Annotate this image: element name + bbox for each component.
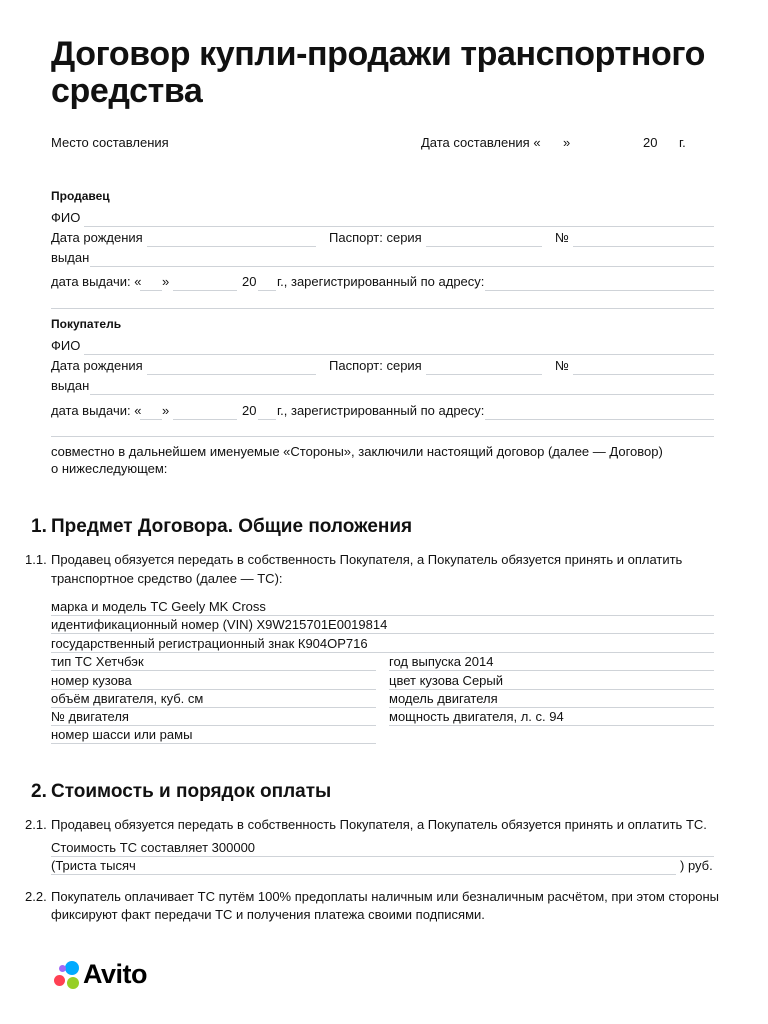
vehicle-make-model: марка и модель ТС Geely MK Cross: [51, 599, 266, 614]
avito-logo: [51, 958, 171, 990]
buyer-address-label: г., зарегистрированный по адресу:: [277, 403, 485, 418]
buyer-address-line-2: [51, 436, 714, 437]
vehicle-year: год выпуска 2014: [389, 654, 494, 669]
seller-passport-line: [426, 246, 542, 247]
place-label: Место составления: [51, 135, 169, 150]
buyer-issued-line: [90, 394, 714, 395]
seller-issued-label: выдан: [51, 250, 90, 265]
date-label: Дата составления «: [421, 135, 541, 150]
clause-1-1-line-2: транспортное средство (далее — ТС):: [51, 571, 283, 586]
document-title-line-1: Договор купли-продажи транспортного: [51, 35, 706, 73]
section-2-number: 2.: [31, 781, 47, 802]
seller-heading: Продавец: [51, 189, 110, 203]
buyer-passport-line: [426, 374, 542, 375]
date-close-quote: »: [563, 135, 571, 150]
seller-issue-year-line: [258, 290, 276, 291]
intro-line-2: о нижеследующем:: [51, 461, 168, 476]
price-words-line: [51, 874, 676, 875]
vehicle-type: тип ТС Хетчбэк: [51, 654, 144, 669]
buyer-number-line: [573, 374, 714, 375]
vehicle-body-color-line: [389, 689, 714, 690]
buyer-issue-date-label: дата выдачи: «: [51, 403, 142, 418]
buyer-birth-label: Дата рождения: [51, 358, 143, 373]
section-2-title: Стоимость и порядок оплаты: [51, 781, 332, 802]
vehicle-type-line: [51, 670, 376, 671]
seller-birth-line: [147, 246, 316, 247]
seller-issue-month-line: [173, 290, 237, 291]
seller-address-line: [485, 290, 714, 291]
vehicle-engine-volume-line: [51, 707, 376, 708]
clause-2-1-text: Продавец обязуется передать в собственность Покупателя, а Покупатель обязуется принять и оплатить ТС.: [51, 817, 707, 832]
seller-issued-line: [90, 266, 714, 267]
vehicle-engine-volume: объём двигателя, куб. см: [51, 691, 204, 706]
price-words-close: ) руб.: [680, 858, 713, 873]
vehicle-engine-number: № двигателя: [51, 709, 129, 724]
clause-2-1-number: 2.1.: [25, 817, 47, 832]
clause-2-2-line-1: Покупатель оплачивает ТС путём 100% предоплаты наличным или безналичным расчётом, при этом стороны: [51, 889, 719, 904]
document-title: [51, 36, 741, 110]
section-1-number: 1.: [31, 516, 47, 537]
vehicle-body-number-line: [51, 689, 376, 690]
buyer-issue-year-line: [258, 419, 276, 420]
vehicle-year-line: [389, 670, 714, 671]
logo-dot-red: [54, 975, 65, 986]
vehicle-engine-power-line: [389, 725, 714, 726]
vehicle-engine-number-line: [51, 725, 376, 726]
clause-1-1-line-1: Продавец обязуется передать в собственность Покупателя, а Покупатель обязуется принять и оплатить: [51, 552, 683, 567]
seller-address-label: г., зарегистрированный по адресу:: [277, 274, 485, 289]
seller-passport-label: Паспорт: серия: [329, 230, 422, 245]
price-words-open: (Триста тысяч: [51, 858, 136, 873]
document-title-line-2: средства: [51, 72, 203, 110]
clause-2-2-line-2: фиксируют факт передачи ТС и получения платежа своими подписями.: [51, 907, 485, 922]
logo-dot-purple: [59, 965, 66, 972]
vehicle-vin: идентификационный номер (VIN) X9W215701E0019814: [51, 617, 388, 632]
seller-number-line: [573, 246, 714, 247]
section-1-title: Предмет Договора. Общие положения: [51, 516, 413, 537]
buyer-birth-line: [147, 374, 316, 375]
vehicle-chassis-line: [51, 743, 376, 744]
buyer-issued-label: выдан: [51, 378, 90, 393]
vehicle-engine-model-line: [389, 707, 714, 708]
seller-address-line-2: [51, 308, 714, 309]
vehicle-chassis: номер шасси или рамы: [51, 727, 193, 742]
seller-issue-year-prefix: 20: [242, 274, 257, 289]
seller-fio-label: ФИО: [51, 210, 81, 225]
buyer-address-line: [485, 419, 714, 420]
buyer-number-label: №: [555, 358, 569, 373]
buyer-passport-label: Паспорт: серия: [329, 358, 422, 373]
intro-line-1: совместно в дальнейшем именуемые «Стороны», заключили настоящий договор (далее — Договор): [51, 444, 663, 459]
buyer-fio-label: ФИО: [51, 338, 81, 353]
vehicle-body-number: номер кузова: [51, 673, 132, 688]
clause-2-2-number: 2.2.: [25, 889, 47, 904]
vehicle-make-model-line: [51, 615, 714, 616]
buyer-issue-year-prefix: 20: [242, 403, 257, 418]
vehicle-reg-plate-line: [51, 652, 714, 653]
buyer-fio-line: [84, 354, 714, 355]
seller-number-label: №: [555, 230, 569, 245]
vehicle-engine-power: мощность двигателя, л. с. 94: [389, 709, 564, 724]
avito-logo-dots-icon: [51, 961, 81, 989]
seller-issue-date-label: дата выдачи: «: [51, 274, 142, 289]
seller-issue-day-line: [140, 290, 162, 291]
vehicle-engine-model: модель двигателя: [389, 691, 498, 706]
logo-dot-green: [67, 977, 79, 989]
date-year-suffix: г.: [679, 135, 686, 150]
vehicle-vin-line: [51, 633, 714, 634]
seller-issue-close: »: [162, 274, 170, 289]
seller-fio-line: [84, 226, 714, 227]
vehicle-body-color: цвет кузова Серый: [389, 673, 504, 688]
date-year-prefix: 20: [643, 135, 658, 150]
buyer-issue-day-line: [140, 419, 162, 420]
price-value-line: [51, 856, 714, 857]
seller-birth-label: Дата рождения: [51, 230, 143, 245]
logo-dot-blue: [65, 961, 79, 975]
buyer-issue-close: »: [162, 403, 170, 418]
avito-logo-text: Avito: [83, 959, 147, 989]
buyer-heading: Покупатель: [51, 317, 122, 331]
price-value: Стоимость ТС составляет 300000: [51, 840, 256, 855]
buyer-issue-month-line: [173, 419, 237, 420]
clause-1-1-number: 1.1.: [25, 552, 47, 567]
vehicle-reg-plate: государственный регистрационный знак К904ОР716: [51, 636, 368, 651]
